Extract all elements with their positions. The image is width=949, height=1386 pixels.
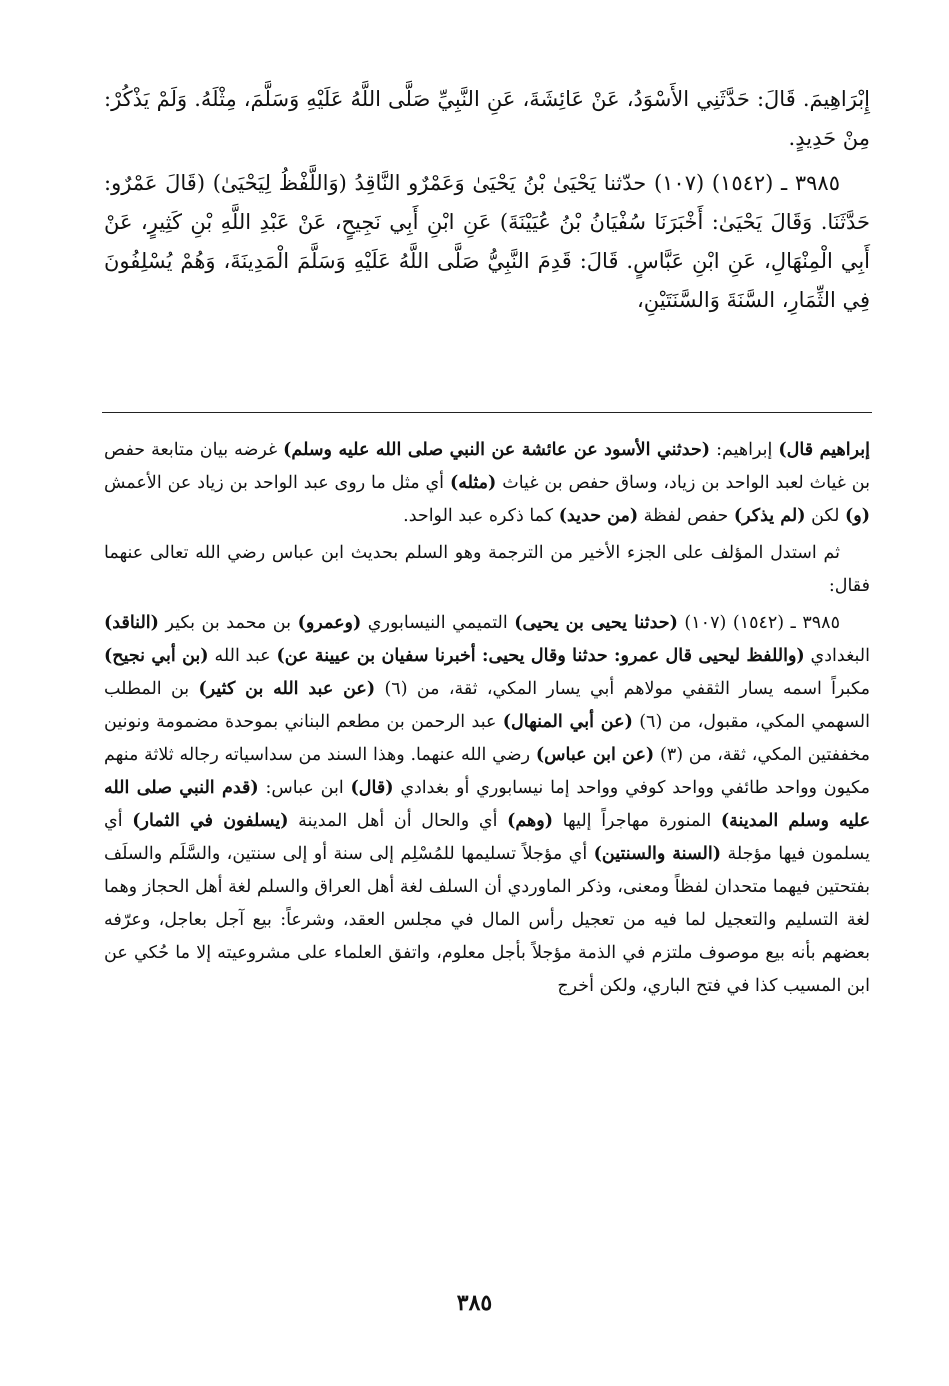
commentary-span: أي مثل ما روى عبد الواحد بن زياد عن الأعمش	[104, 473, 450, 493]
quoted-phrase: (قال)	[350, 778, 394, 798]
quoted-phrase: (حدثنا يحيى بن يحيى)	[514, 613, 678, 633]
commentary-span: أي يسلمون فيها مؤجلة	[104, 811, 870, 864]
quoted-phrase: (عن أبي المنهال)	[502, 712, 633, 732]
quoted-phrase: (لم يذكر)	[733, 506, 806, 526]
commentary-span: بن محمد بن بكير	[158, 613, 298, 633]
quoted-phrase: (مثله)	[449, 473, 497, 493]
hadith-paragraph-2: ٣٩٨٥ ـ (١٥٤٢) (١٠٧) حدّثنا يَحْيَىٰ بْنُ يَحْيَىٰ وَعَمْرٌو النَّاقِدُ (وَاللَّفْظُ لِيَحْيَىٰ) (قَالَ عَمْرٌو: حَدَّثَنَا. وَقَالَ يَحْيَىٰ: أَخْبَرَنَا سُفْيَانُ بْنُ عُيَيْنَةَ) عَنِ ابْنِ أَبِي نَجِيحٍ، عَنْ عَبْدِ اللَّهِ بْنِ كَثِيرٍ، عَنْ أَبِي الْمِنْهَالِ، عَنِ ابْنِ عَبَّاسٍ. قَالَ: قَدِمَ النَّبِيُّ صَلَّى اللَّهُ عَلَيْهِ وَسَلَّمَ الْمَدِينَةَ، وَهُمْ يُسْلِفُونَ فِي الثِّمَارِ، السَّنَةَ وَالسَّنَتَيْنِ،	[104, 171, 870, 312]
commentary-span: عبد الرحمن بن مطعم البناني بموحدة مضمومة ونونين مخففتين المكي، ثقة، من (٣)	[104, 712, 870, 765]
quoted-phrase: إبراهيم قال)	[778, 440, 870, 460]
commentary-span: عبد الله	[208, 646, 277, 666]
quoted-phrase: (و)	[844, 506, 870, 526]
hadith-paragraph-1: إِبْرَاهِيمَ. قَالَ: حَدَّثَنِي الأَسْوَدُ، عَنْ عَائِشَةَ، عَنِ النَّبِيِّ صَلَّى اللَّهُ عَلَيْهِ وَسَلَّمَ، مِثْلَهُ. وَلَمْ يَذْكُرْ: مِنْ حَدِيدٍ.	[104, 87, 870, 150]
commentary-span: المنورة مهاجراً إليها	[553, 811, 721, 831]
commentary-span: بن المطلب السهمي المكي، مقبول، من (٦)	[104, 679, 870, 732]
commentary-span: إبراهيم:	[710, 440, 779, 460]
commentary-span: البغدادي	[804, 646, 870, 666]
quoted-phrase: (واللفظ ليحيى قال عمرو: حدثنا وقال يحيى: أخبرنا سفيان بن عيينة عن)	[276, 646, 805, 666]
commentary-span: أي والحال أن أهل المدينة	[288, 811, 508, 831]
commentary-span: غرضه بيان متابعة حفص بن غياث لعبد الواحد بن زياد، وساق حفص بن غياث	[104, 440, 870, 493]
commentary-paragraph-2: ثم استدل المؤلف على الجزء الأخير من الترجمة وهو السلم بحديث ابن عباس رضي الله تعالى عنهما فقال:	[104, 543, 870, 596]
quoted-phrase: (حدثني الأسود عن عائشة عن النبي صلى الله عليه وسلم)	[283, 440, 711, 460]
commentary-text	[104, 434, 870, 1007]
footnote-divider	[102, 412, 872, 413]
commentary-span: رضي الله عنهما. وهذا السند من سداسياته رجاله ثلاثة منهم مكيون وواحد طائفي وواحد كوفي وواحد إما نيسابوري أو بغدادي	[104, 745, 870, 798]
quoted-phrase: (السنة والسنتين)	[593, 844, 722, 864]
quoted-phrase: (عن ابن عباس)	[535, 745, 655, 765]
page-number: ٣٨٥	[456, 1290, 493, 1316]
quoted-phrase: (بن أبي نجيح)	[104, 646, 209, 666]
hadith-number: ٣٩٨٥ ـ (١٥٤٢) (١٠٧)	[677, 613, 840, 633]
commentary-span: التميمي النيسابوري	[361, 613, 515, 633]
quoted-phrase: (وهم)	[507, 811, 553, 831]
quoted-phrase: (الناقد)	[104, 613, 159, 633]
commentary-span: ابن عباس:	[258, 778, 351, 798]
commentary-span: مكبراً اسمه يسار الثقفي مولاهم أبي يسار المكي، ثقة، من (٦)	[375, 679, 870, 699]
commentary-span: لكن	[805, 506, 845, 526]
commentary-span: أي مؤجلاً تسليمها للمُسْلِم إلى سنة أو إلى سنتين، والسَّلَم والسلَف بفتحتين فيهما متحدان لفظاً ومعنى، وذكر الماوردي أن السلف لغة أهل العراق والسلم لغة أهل الحجاز وهما لغة التسليم والتعجيل لما فيه من تعجيل رأس المال في مجلس العقد، وشرعاً: بيع آجل بعاجل، وعرّفه بعضهم بأنه بيع موصوف ملتزم في الذمة مؤجلاً بأجل معلوم، واتفق العلماء على مشروعيته إلا ما حُكي عن ابن المسيب كذا في فتح الباري، ولكن أخرج	[104, 844, 870, 996]
quoted-phrase: (يسلفون في الثمار)	[132, 811, 289, 831]
quoted-phrase: (وعمرو)	[297, 613, 362, 633]
commentary-span: حفص لفظة	[638, 506, 734, 526]
commentary-span: كما ذكره عبد الواحد.	[403, 506, 559, 526]
quoted-phrase: (قدم النبي صلى الله عليه وسلم المدينة)	[104, 778, 871, 831]
quoted-phrase: (من حديد)	[558, 506, 639, 526]
commentary-paragraph-3	[104, 607, 870, 1003]
commentary-paragraph-1	[104, 434, 870, 533]
hadith-text	[104, 80, 870, 326]
quoted-phrase: (عن عبد الله بن كثير)	[198, 679, 376, 699]
